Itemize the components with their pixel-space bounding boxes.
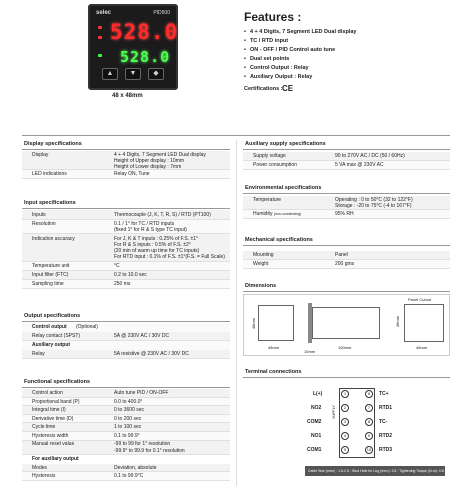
spec-value: For J, K & T inputs : 0.25% of F.S. ±1° (114, 236, 199, 242)
table-row (22, 389, 230, 398)
spec-value: Storage : -20 to 75°C (-4 to 167°F) (335, 203, 412, 209)
spec-key: Weight (253, 261, 269, 267)
feature-item: • Dual set points (244, 55, 356, 64)
divider (243, 377, 450, 378)
table-row (22, 170, 230, 179)
divider (22, 387, 230, 388)
terminal-label: COM2 (307, 419, 322, 425)
spec-key: Control action (32, 390, 63, 396)
spec-value: 90 to 270V AC / DC (50 / 60Hz) (335, 153, 405, 159)
spec-key: Relay (32, 351, 45, 357)
table-row (22, 455, 230, 464)
spec-value: Relay ON, Tune (114, 171, 150, 177)
terminal-number: 7 (365, 404, 373, 412)
functional-spec-table (22, 389, 230, 481)
table-row (22, 151, 230, 170)
spec-value: Thermocouple (J, K, T, R, S) / RTD (PT100) (114, 212, 211, 218)
divider (22, 321, 230, 322)
table-row (22, 464, 230, 473)
features-title: Features : (244, 10, 302, 24)
front-width-label: 48mm (268, 345, 280, 350)
display-spec-table (22, 151, 230, 179)
terminal-label: NO1 (311, 433, 322, 439)
divider (243, 193, 450, 194)
output-spec-table (22, 323, 230, 359)
divider (22, 135, 450, 136)
table-row (22, 323, 230, 332)
terminal-label: RTD2 (379, 433, 393, 439)
subheading: Auxiliary output (32, 342, 71, 348)
spec-value: 200 gms (335, 261, 355, 267)
key-enter: ◆ (148, 68, 164, 80)
dimensions-title: Dimensions (245, 283, 277, 289)
features-list (244, 28, 356, 83)
table-row (22, 441, 230, 448)
device-brand: selec (96, 10, 112, 16)
terminal-label: TC+ (379, 391, 389, 397)
spec-value: -99 to 99 for 1° resolution (114, 440, 171, 447)
spec-note: (Optional) (76, 324, 98, 330)
device-caption: 48 x 48mm (112, 93, 143, 99)
spec-key: Integral time (I) (32, 407, 66, 414)
subheading: Control output (32, 324, 67, 330)
spec-key: Modes (32, 464, 48, 471)
spec-key: Display (32, 152, 49, 158)
spec-value: 0.1 to 99.9° (114, 432, 140, 439)
spec-key: Hysteresis (32, 473, 56, 480)
spec-key: Supply voltage (253, 153, 286, 159)
table-row (22, 210, 230, 220)
spec-value: Height of Upper display : 10mm (114, 158, 185, 164)
spec-key: Derivative time (D) (32, 415, 74, 422)
table-row (22, 472, 230, 481)
table-row (243, 210, 450, 219)
spec-key: Sampling time (32, 281, 64, 287)
spec-value: For R & S inputs : 0.5% of F.S. ±2° (114, 242, 191, 248)
spec-value: For RTD input : 0.1% of F.S. ±1°(F.S. = Full Scale) (114, 254, 225, 260)
feature-item: • TC / RTD input (244, 37, 356, 46)
terminal-number: 8 (365, 418, 373, 426)
spec-key: Hysteresis width (32, 432, 69, 439)
terminal-number: 10 (366, 447, 372, 452)
mechanical-table (243, 251, 450, 269)
table-row (22, 341, 230, 350)
spec-key: Humidity (non-condensing) (253, 211, 302, 217)
feature-item: • 4 + 4 Digits, 7 Segment LED Dual display (244, 28, 356, 37)
spec-value: Deviation, absolute (114, 464, 157, 471)
environmental-title: Environmental specifications (245, 185, 322, 191)
cutout-height-label: 46mm (395, 315, 401, 328)
bezel-label: 10mm (304, 349, 316, 354)
spec-value: -99.9° to 99.9 for 0.1° resolution (114, 447, 185, 454)
spec-key: Resolution (32, 221, 56, 227)
divider (22, 208, 230, 209)
feature-item: • Auxiliary Output : Relay (244, 73, 356, 82)
column-divider (236, 140, 237, 486)
terminal-label: RTD1 (379, 405, 393, 411)
indicator-led (98, 54, 102, 57)
terminal-number: 1 (341, 390, 349, 398)
table-row (22, 415, 230, 424)
environmental-table (243, 196, 450, 219)
terminals-title: Terminal connections (245, 369, 302, 375)
key-down: ▼ (125, 68, 141, 80)
spec-value: 0 to 200 sec (114, 415, 142, 422)
aux-supply-title: Auxiliary supply specifications (245, 141, 326, 147)
cutout-label: Panel Cutout (408, 297, 432, 302)
lower-display: 528.0 (120, 48, 171, 66)
spec-value: Height of Lower display : 7mm (114, 164, 182, 170)
spec-value: 1 to 100 sec (114, 424, 142, 431)
spec-key: Power consumption (253, 162, 297, 168)
side-depth-label: 100mm (338, 345, 352, 350)
spec-value: 4 + 4 Digits, 7 Segment LED Dual display (114, 152, 206, 158)
spec-value: 0.0 to 400.0° (114, 398, 143, 405)
terminal-label: RTD3 (379, 447, 393, 453)
spec-key: Manual reset value (32, 440, 75, 447)
spec-value: (fixed 1° for R & S type TC input) (114, 227, 187, 233)
spec-key: LED indications (32, 171, 67, 177)
table-row (243, 196, 450, 210)
front-view (258, 305, 294, 341)
table-row (243, 251, 450, 260)
terminal-caption: Cable Size (mm²) : 1.5-2.5 ; Stud Hole for Lug (mm²): 3.5 ; Tightening Torque (N-m): 0.8 (305, 466, 445, 476)
spec-key: Relay contact (SPST) (32, 333, 81, 339)
ce-mark-icon: CE (282, 84, 294, 93)
spec-key: Indication accuracy (32, 236, 75, 242)
spec-key: Inputs (32, 212, 46, 218)
front-height-label: 48mm (251, 317, 257, 330)
spec-value: Auto tune PID / ON-OFF (114, 390, 169, 396)
table-row (22, 234, 230, 262)
spec-value: 5A resistive @ 230V AC / 30V DC (114, 351, 189, 357)
table-row (22, 432, 230, 441)
terminal-number: 6 (365, 390, 373, 398)
spec-value: (20 min of warm up time for TC inputs) (114, 248, 200, 254)
table-row (22, 262, 230, 271)
terminal-label: TC- (379, 419, 388, 425)
spec-value: 95% RH (335, 211, 354, 217)
device-model: PID500 (153, 10, 170, 16)
indicator-led (98, 26, 102, 29)
indicator-led (98, 36, 102, 39)
table-row (22, 406, 230, 415)
spec-value: 5 VA max @ 230V AC (335, 162, 384, 168)
spec-value: °C (114, 263, 120, 269)
spec-key: Input filter (FTC) (32, 272, 69, 278)
input-spec-title: Input specifications (24, 200, 76, 206)
table-row (22, 398, 230, 407)
divider (243, 149, 450, 150)
divider (243, 291, 450, 292)
side-view (312, 307, 380, 339)
terminal-label: COM1 (307, 447, 322, 453)
device-keys (102, 68, 164, 82)
spec-value: 5A @ 230V AC / 30V DC (114, 333, 170, 339)
spec-value: 0.2 to 10.0 sec (114, 272, 147, 278)
spec-key: Mounting (253, 252, 274, 258)
table-row (22, 332, 230, 341)
device-image (88, 4, 178, 90)
key-up: ▲ (102, 68, 118, 80)
output-spec-title: Output specifications (24, 313, 81, 319)
supply-label: SUPPLY (331, 405, 336, 419)
cutout-width-label: 46mm (416, 345, 428, 350)
spec-value: 250 ms (114, 281, 131, 287)
table-row (22, 271, 230, 280)
table-row (243, 161, 450, 170)
aux-supply-table (243, 152, 450, 170)
table-row (22, 350, 230, 359)
divider (243, 245, 450, 246)
spec-value: 0.1 / 1° for TC / RTD inputs (114, 221, 175, 227)
terminal-label: NO2 (311, 405, 322, 411)
terminal-number: 9 (365, 432, 373, 440)
input-spec-table (22, 210, 230, 289)
table-row (22, 448, 230, 455)
terminal-number: 5 (341, 446, 349, 454)
display-spec-title: Display specifications (24, 141, 82, 147)
terminal-label: L(+) (313, 391, 323, 397)
dimensions-diagram (243, 294, 450, 356)
spec-value: Panel (335, 252, 348, 258)
spec-key: Temperature (253, 197, 282, 203)
spec-value: 0 to 3600 sec (114, 407, 145, 414)
feature-item: • Control Output : Relay (244, 64, 356, 73)
spec-value: Operating : 0 to 50°C (32 to 122°F) (335, 197, 413, 203)
spec-key: Proportional band (P) (32, 398, 80, 405)
terminal-number: 4 (341, 432, 349, 440)
cutout-view (404, 304, 444, 342)
certifications-label: Certifications : (244, 86, 283, 92)
table-row (22, 220, 230, 234)
upper-display: 528.0 (110, 20, 179, 44)
table-row (22, 280, 230, 289)
divider (22, 149, 230, 150)
feature-item: • ON - OFF / PID Control auto tune (244, 46, 356, 55)
table-row (22, 423, 230, 432)
terminal-number: 2 (341, 404, 349, 412)
subheading: For auxiliary output (32, 455, 79, 462)
spec-key: Temperature unit (32, 263, 70, 269)
terminal-number: 3 (341, 418, 349, 426)
table-row (243, 260, 450, 269)
spec-value: 0.1 to 99.9°C (114, 473, 144, 480)
table-row (243, 152, 450, 161)
functional-spec-title: Functional specifications (24, 379, 91, 385)
mechanical-title: Mechanical specifications (245, 237, 313, 243)
spec-key: Cycle time (32, 424, 56, 431)
terminal-diagram (243, 380, 450, 476)
